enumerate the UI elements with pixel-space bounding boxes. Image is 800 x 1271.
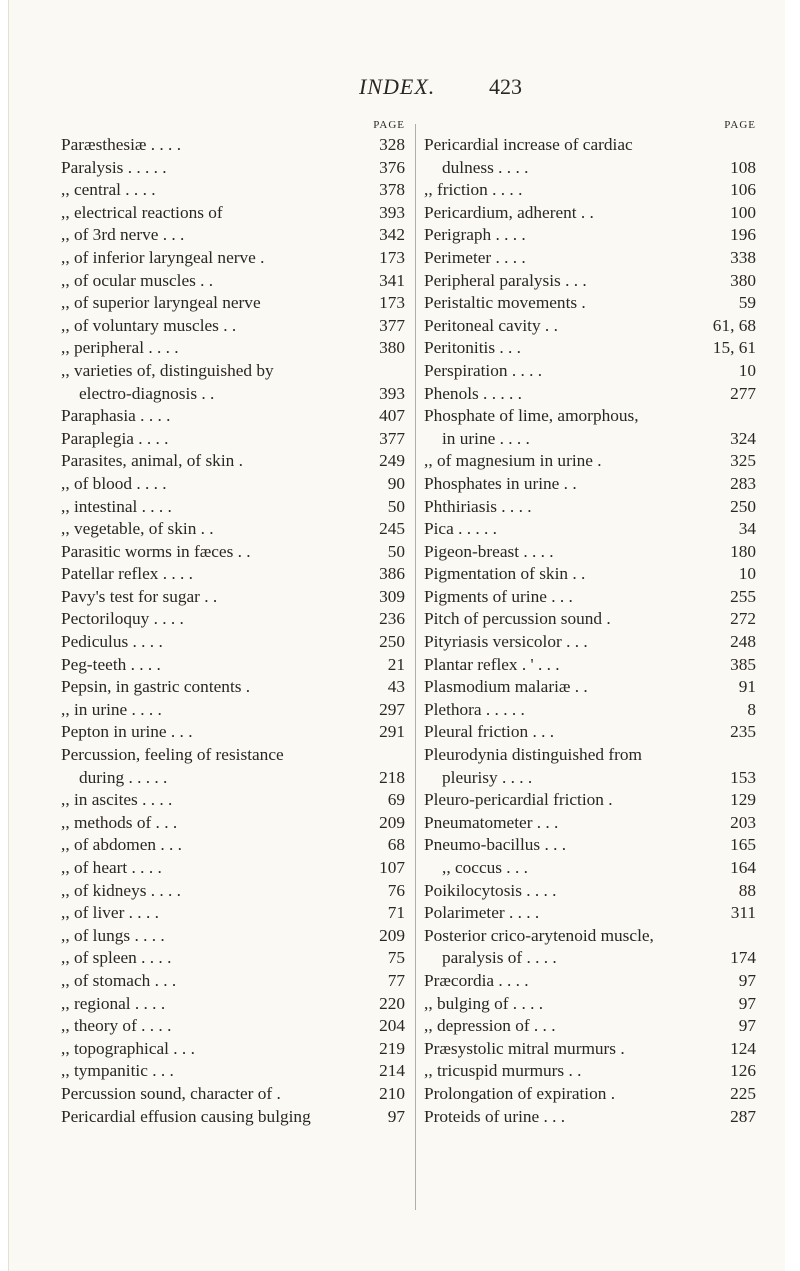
entry-page: 235 — [730, 722, 756, 742]
index-entry — [424, 902, 756, 925]
entry-term: Peripheral paralysis . . . — [424, 270, 587, 290]
index-entry — [61, 383, 405, 406]
entry-page: 377 — [379, 428, 405, 448]
entry-page: 203 — [730, 812, 756, 832]
entry-term: Pigeon-breast . . . . — [424, 541, 554, 561]
entry-term: ,, friction . . . . — [424, 180, 523, 200]
entry-term: Proteids of urine . . . — [424, 1106, 566, 1126]
entry-page: 378 — [379, 180, 405, 200]
entry-term: ,, theory of . . . . — [61, 1016, 172, 1036]
entry-term: Pavy's test for sugar . . — [61, 586, 218, 606]
index-entry — [61, 337, 405, 360]
entry-page: 204 — [379, 1016, 405, 1036]
index-entry — [61, 315, 405, 338]
entry-term: ,, of inferior laryngeal nerve . — [61, 247, 265, 267]
entry-page: 393 — [379, 202, 405, 222]
entry-term: Patellar reflex . . . . — [61, 564, 193, 584]
entry-term: Pectoriloquy . . . . — [61, 609, 184, 629]
index-entry — [61, 1060, 405, 1083]
entry-term: Pigmentation of skin . . — [424, 564, 586, 584]
index-entry — [61, 699, 405, 722]
entry-page: 15, 61 — [712, 338, 756, 358]
index-entry — [61, 676, 405, 699]
index-entry — [424, 202, 756, 225]
index-entry — [61, 518, 405, 541]
index-entry — [424, 654, 756, 677]
index-entry — [424, 1083, 756, 1106]
index-entry — [424, 247, 756, 270]
entry-term: ,, tympanitic . . . — [61, 1061, 174, 1081]
index-entry — [61, 721, 405, 744]
entry-term: ,, vegetable, of skin . . — [61, 519, 214, 539]
entry-page: 126 — [730, 1061, 756, 1081]
index-entry — [61, 1106, 405, 1129]
entry-term: Paralysis . . . . . — [61, 157, 167, 177]
entry-page: 124 — [730, 1038, 756, 1058]
entry-term: Percussion, feeling of resistance — [61, 745, 284, 765]
entry-term: ,, electrical reactions of — [61, 202, 223, 222]
index-entry — [61, 405, 405, 428]
entry-term: Pitch of percussion sound . — [424, 609, 611, 629]
entry-page: 220 — [379, 993, 405, 1013]
entry-term: ,, varieties of, distinguished by — [61, 360, 274, 380]
entry-term: Paraplegia . . . . — [61, 428, 169, 448]
entry-term: ,, of voluntary muscles . . — [61, 315, 237, 335]
index-entry — [424, 179, 756, 202]
entry-term: Peritonitis . . . — [424, 338, 521, 358]
index-entry — [61, 1083, 405, 1106]
entry-page: 68 — [387, 835, 405, 855]
entry-term: ,, of spleen . . . . — [61, 948, 172, 968]
index-entry — [61, 857, 405, 880]
index-entry — [424, 270, 756, 293]
entry-page: 249 — [379, 451, 405, 471]
entry-page: 91 — [738, 677, 756, 697]
page-header — [9, 74, 785, 104]
index-entry — [424, 812, 756, 835]
entry-term: Plasmodium malariæ . . — [424, 677, 588, 697]
index-entry — [61, 631, 405, 654]
entry-term: Pleuro-pericardial friction . — [424, 790, 613, 810]
entry-term: Pericardium, adherent . . — [424, 202, 594, 222]
entry-page: 324 — [730, 428, 756, 448]
index-entry — [61, 1038, 405, 1061]
index-entry — [424, 789, 756, 812]
entry-page: 250 — [379, 632, 405, 652]
index-entry — [61, 1015, 405, 1038]
index-entry — [424, 450, 756, 473]
index-entry — [424, 699, 756, 722]
entry-page: 311 — [730, 903, 756, 923]
entry-term: ,, of superior laryngeal nerve — [61, 293, 261, 313]
entry-term: Pityriasis versicolor . . . — [424, 632, 588, 652]
index-entry — [61, 767, 405, 790]
index-entry — [61, 541, 405, 564]
entry-page: 76 — [387, 880, 405, 900]
entry-term: ,, of lungs . . . . — [61, 925, 165, 945]
entry-page: 214 — [379, 1061, 405, 1081]
index-entry — [424, 360, 756, 383]
entry-term: Perimeter . . . . — [424, 247, 526, 267]
entry-page: 153 — [730, 767, 756, 787]
entry-term: ,, in urine . . . . — [61, 699, 162, 719]
entry-page: 107 — [379, 858, 405, 877]
entry-term: ,, bulging of . . . . — [424, 993, 544, 1013]
entry-page: 245 — [379, 519, 405, 539]
index-entry — [424, 767, 756, 790]
entry-term: ,, in ascites . . . . — [61, 790, 173, 810]
page-number: 423 — [489, 74, 522, 99]
index-entry — [61, 586, 405, 609]
entry-page: 248 — [730, 632, 756, 652]
entry-term: ,, of heart . . . . — [61, 858, 162, 877]
entry-page: 97 — [738, 993, 756, 1013]
entry-page: 106 — [730, 180, 756, 200]
index-entry — [61, 270, 405, 293]
index-entry — [424, 224, 756, 247]
entry-page: 407 — [379, 406, 405, 426]
entry-term: Pericardial effusion causing bulging — [61, 1106, 311, 1126]
entry-page: 325 — [730, 451, 756, 471]
entry-page: 376 — [379, 157, 405, 177]
index-entry — [61, 134, 405, 157]
entry-page: 97 — [738, 970, 756, 990]
index-entry — [424, 134, 756, 157]
entry-term: ,, of abdomen . . . — [61, 835, 182, 855]
entry-term: electro-diagnosis . . — [79, 383, 215, 403]
index-entry — [424, 925, 756, 948]
index-entry — [424, 473, 756, 496]
entry-page: 50 — [387, 496, 405, 516]
entry-term: ,, of 3rd nerve . . . — [61, 225, 185, 245]
entry-term: Parasitic worms in fæces . . — [61, 541, 251, 561]
entry-term: ,, of liver . . . . — [61, 903, 159, 923]
entry-page: 50 — [387, 541, 405, 561]
index-entry — [61, 608, 405, 631]
entry-page: 341 — [379, 270, 405, 290]
entry-page: 43 — [387, 677, 405, 697]
entry-page: 283 — [730, 473, 756, 493]
entry-term: Peg-teeth . . . . — [61, 654, 161, 674]
entry-term: ,, of blood . . . . — [61, 473, 167, 493]
index-entry — [61, 834, 405, 857]
index-entry — [424, 744, 756, 767]
column-head: PAGE — [724, 119, 756, 131]
entry-term: Pigments of urine . . . — [424, 586, 573, 606]
entry-term: Pleurodynia distinguished from — [424, 745, 642, 765]
entry-page: 129 — [730, 790, 756, 810]
entry-term: ,, central . . . . — [61, 180, 156, 200]
entry-page: 338 — [730, 247, 756, 267]
entry-term: Pericardial increase of cardiac — [424, 135, 633, 154]
entry-page: 97 — [738, 1016, 756, 1036]
entry-page: 272 — [730, 609, 756, 629]
entry-term: Pepsin, in gastric contents . — [61, 677, 251, 697]
entry-term: during . . . . . — [79, 767, 168, 787]
entry-term: ,, methods of . . . — [61, 812, 178, 832]
entry-page: 209 — [379, 812, 405, 832]
entry-term: Posterior crico-arytenoid muscle, — [424, 925, 654, 945]
entry-page: 380 — [730, 270, 756, 290]
entry-page: 97 — [387, 1106, 405, 1126]
entry-page: 8 — [747, 699, 756, 719]
entry-page: 196 — [730, 225, 756, 245]
entry-page: 225 — [730, 1083, 756, 1103]
entry-term: Pneumo-bacillus . . . — [424, 835, 567, 855]
entry-term: Peristaltic movements . — [424, 293, 586, 313]
entry-page: 34 — [738, 519, 756, 539]
entry-term: pleurisy . . . . — [442, 767, 533, 787]
entry-page: 88 — [738, 880, 756, 900]
index-entry — [424, 541, 756, 564]
entry-term: ,, depression of . . . — [424, 1016, 556, 1036]
index-entry — [424, 993, 756, 1016]
index-entry — [61, 970, 405, 993]
index-entry — [424, 1060, 756, 1083]
entry-page: 173 — [379, 293, 405, 313]
index-entry — [424, 721, 756, 744]
index-entry — [424, 880, 756, 903]
index-column-right — [424, 117, 756, 1128]
index-column-left — [61, 117, 405, 1128]
index-entry — [424, 857, 756, 880]
entry-page: 250 — [730, 496, 756, 516]
entry-page: 291 — [379, 722, 405, 742]
entry-term: Perigraph . . . . — [424, 225, 526, 245]
entry-term: Parasites, animal, of skin . — [61, 451, 243, 471]
index-entry — [61, 473, 405, 496]
index-entry — [61, 292, 405, 315]
entry-term: ,, topographical . . . — [61, 1038, 195, 1058]
entry-page: 77 — [387, 970, 405, 990]
entry-page: 69 — [387, 790, 405, 810]
index-entry — [424, 383, 756, 406]
index-entry — [424, 1015, 756, 1038]
entry-term: ,, regional . . . . — [61, 993, 166, 1013]
entry-term: Plethora . . . . . — [424, 699, 525, 719]
entry-term: ,, coccus . . . — [442, 858, 528, 877]
entry-term: Præsystolic mitral murmurs . — [424, 1038, 625, 1058]
entry-term: ,, of magnesium in urine . — [424, 451, 602, 471]
entry-page: 173 — [379, 247, 405, 267]
index-entry — [61, 789, 405, 812]
entry-page: 209 — [379, 925, 405, 945]
entry-term: Pneumatometer . . . — [424, 812, 559, 832]
entry-page: 165 — [730, 835, 756, 855]
index-entry — [424, 608, 756, 631]
entry-page: 10 — [738, 360, 756, 380]
entry-term: Plantar reflex . ' . . . — [424, 654, 560, 674]
entry-term: Perspiration . . . . — [424, 360, 543, 380]
index-entry — [61, 179, 405, 202]
entry-term: ,, intestinal . . . . — [61, 496, 172, 516]
entry-term: Pediculus . . . . — [61, 632, 163, 652]
entry-page: 309 — [379, 586, 405, 606]
entry-term: Præcordia . . . . — [424, 970, 529, 990]
index-entry — [424, 970, 756, 993]
entry-page: 61, 68 — [712, 315, 756, 335]
entry-term: Phosphate of lime, amorphous, — [424, 406, 639, 426]
entry-term: Phosphates in urine . . — [424, 473, 577, 493]
entry-page: 219 — [379, 1038, 405, 1058]
index-entry — [424, 292, 756, 315]
entry-page: 10 — [738, 564, 756, 584]
entry-term: dulness . . . . — [442, 157, 529, 177]
entry-term: ,, tricuspid murmurs . . — [424, 1061, 582, 1081]
running-title: INDEX. — [359, 74, 436, 99]
entry-term: Polarimeter . . . . — [424, 903, 540, 923]
entry-page: 21 — [387, 654, 405, 674]
index-entry — [424, 496, 756, 519]
index-entry — [61, 360, 405, 383]
entry-term: Phthiriasis . . . . — [424, 496, 532, 516]
index-entry — [424, 518, 756, 541]
entry-page: 255 — [730, 586, 756, 606]
index-entry — [424, 834, 756, 857]
entry-page: 100 — [730, 202, 756, 222]
index-entry — [61, 224, 405, 247]
index-entry — [424, 563, 756, 586]
index-entry — [61, 247, 405, 270]
index-entry — [424, 428, 756, 451]
index-entry — [61, 744, 405, 767]
index-entry — [61, 812, 405, 835]
entry-page: 393 — [379, 383, 405, 403]
index-entry — [424, 405, 756, 428]
index-entry — [61, 925, 405, 948]
entry-page: 164 — [730, 858, 756, 877]
index-entry — [424, 337, 756, 360]
index-entry — [424, 157, 756, 180]
entry-term: Prolongation of expiration . — [424, 1083, 616, 1103]
entry-term: Percussion sound, character of . — [61, 1083, 281, 1103]
entry-term: in urine . . . . — [442, 428, 530, 448]
entry-page: 287 — [730, 1106, 756, 1126]
entry-page: 75 — [387, 948, 405, 968]
entry-term: ,, of ocular muscles . . — [61, 270, 214, 290]
index-entry — [61, 202, 405, 225]
entry-page: 328 — [379, 135, 405, 154]
entry-term: Peritoneal cavity . . — [424, 315, 558, 335]
entry-term: Pepton in urine . . . — [61, 722, 193, 742]
entry-page: 385 — [730, 654, 756, 674]
entry-page: 180 — [730, 541, 756, 561]
entry-page: 71 — [387, 903, 405, 923]
index-entry — [424, 1038, 756, 1061]
entry-page: 236 — [379, 609, 405, 629]
index-entry — [61, 563, 405, 586]
entry-page: 210 — [379, 1083, 405, 1103]
entry-term: ,, of kidneys . . . . — [61, 880, 181, 900]
entry-page: 380 — [379, 338, 405, 358]
entry-term: Pica . . . . . — [424, 519, 497, 539]
entry-term: Pleural friction . . . — [424, 722, 555, 742]
entry-term: Paræsthesiæ . . . . — [61, 135, 182, 154]
index-entry — [424, 586, 756, 609]
column-head: PAGE — [373, 119, 405, 131]
entry-page: 108 — [730, 157, 756, 177]
entry-page: 174 — [730, 948, 756, 968]
index-entry — [424, 676, 756, 699]
entry-term: ,, peripheral . . . . — [61, 338, 179, 358]
entry-page: 59 — [738, 293, 756, 313]
entry-page: 386 — [379, 564, 405, 584]
entry-page: 297 — [379, 699, 405, 719]
index-entry — [61, 880, 405, 903]
index-entry — [61, 496, 405, 519]
entry-term: Phenols . . . . . — [424, 383, 522, 403]
index-entry — [61, 993, 405, 1016]
index-entry — [424, 631, 756, 654]
index-entry — [61, 947, 405, 970]
index-entry — [61, 450, 405, 473]
entry-term: ,, of stomach . . . — [61, 970, 177, 990]
index-entry — [61, 157, 405, 180]
index-entry — [424, 1106, 756, 1129]
entry-term: Paraphasia . . . . — [61, 406, 171, 426]
entry-term: Poikilocytosis . . . . — [424, 880, 557, 900]
index-entry — [61, 902, 405, 925]
column-divider — [415, 124, 416, 1210]
entry-term: paralysis of . . . . — [442, 948, 557, 968]
entry-page: 277 — [730, 383, 756, 403]
index-entry — [61, 654, 405, 677]
index-entry — [424, 947, 756, 970]
entry-page: 377 — [379, 315, 405, 335]
index-entry — [61, 428, 405, 451]
entry-page: 342 — [379, 225, 405, 245]
book-page — [8, 0, 785, 1271]
entry-page: 90 — [387, 473, 405, 493]
entry-page: 218 — [379, 767, 405, 787]
index-entry — [424, 315, 756, 338]
